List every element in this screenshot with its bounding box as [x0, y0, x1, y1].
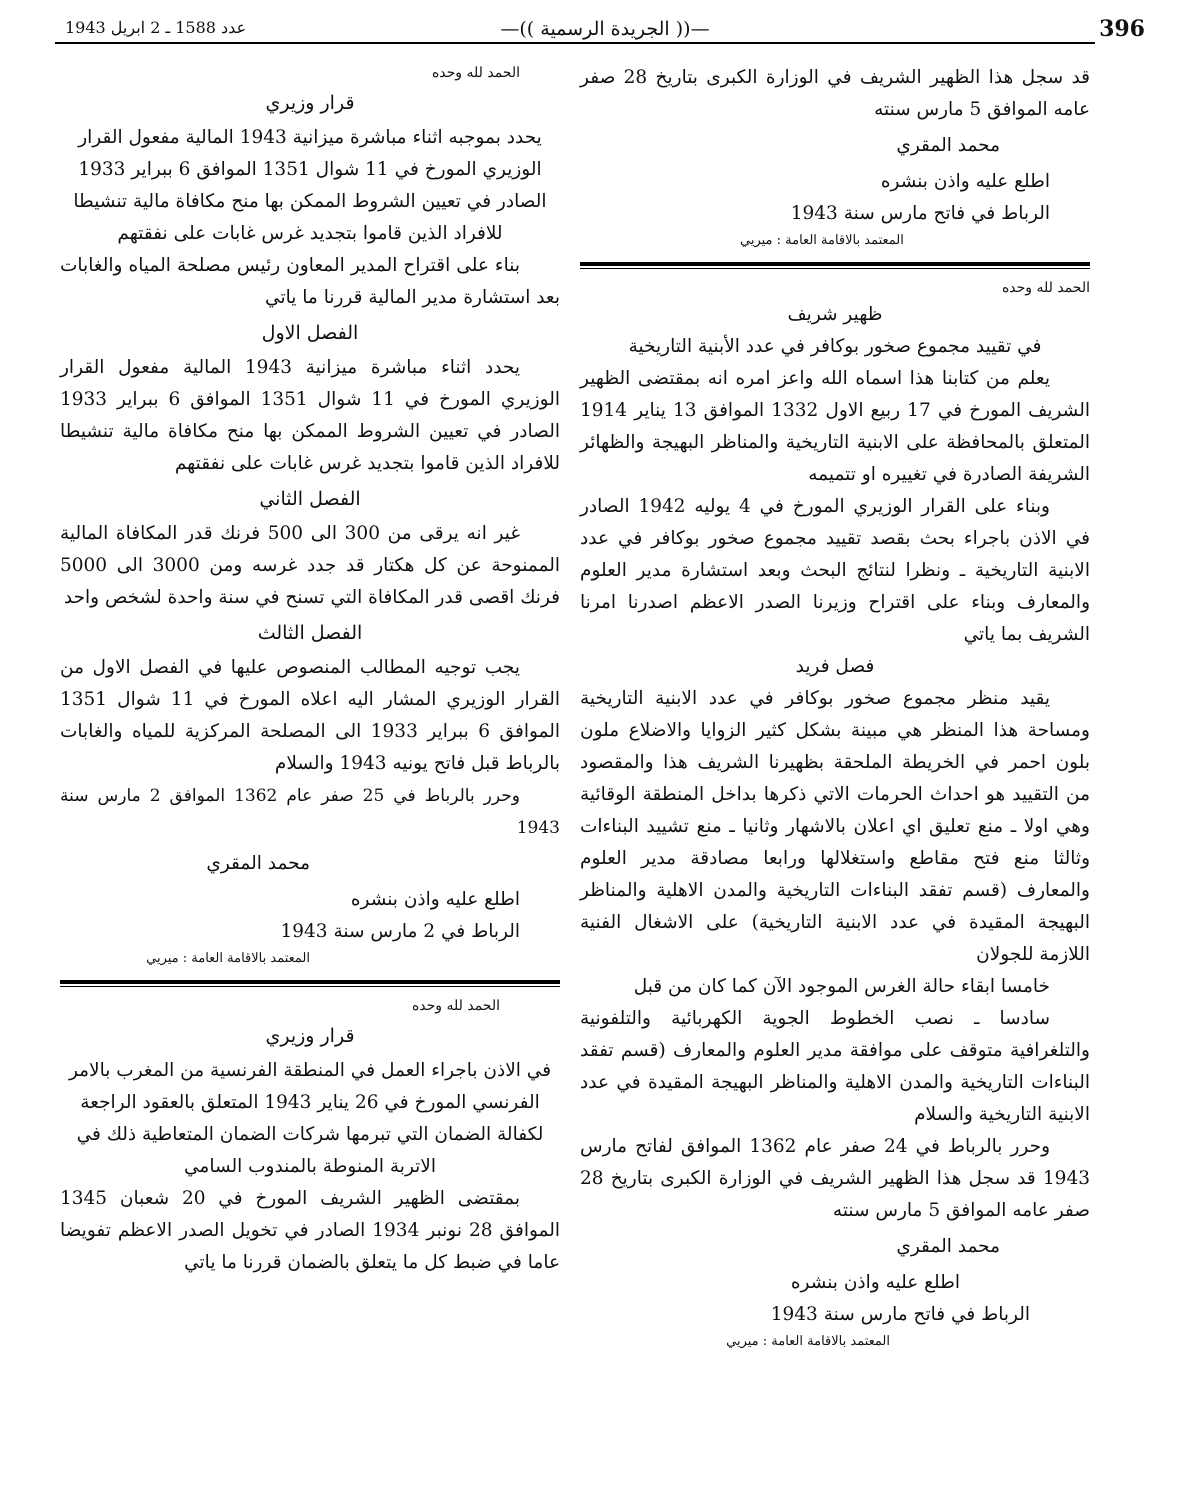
document-subject: في تقييد مجموع صخور بوكافر في عدد الأبنية التاريخية: [628, 336, 1042, 357]
paragraph: وحرر بالرباط في 24 صفر عام 1362 الموافق لفاتح مارس 1943 قد سجل هذا الظهير الشريف في الوزارة الكبرى بتاريخ 28 صفر عامه الموافق 5 مارس سنته: [580, 1136, 1090, 1221]
paragraph: يعلم من كتابنا هذا اسماه الله واعز امره انه بمقتضى الظهير الشريف المورخ في 17 ربيع الاول 1332 الموافق 13 يناير 1914 المتعلق بالمحافظة على الابنية التاريخية والمناظر البهيجة والظهائر الشريفة الصادرة في تغييره او تتميمه: [580, 368, 1090, 485]
signature: محمد المقري: [206, 853, 310, 874]
authorization-date: الرباط في فاتح مارس سنة 1943: [770, 1304, 1030, 1325]
date-line: وحرر بالرباط في 25 صفر عام 1362 الموافق 2 مارس سنة 1943: [60, 786, 560, 838]
authorization-line: اطلع عليه واذن بنشره: [350, 889, 520, 910]
document-subject: يحدد بموجبه اثناء مباشرة ميزانية 1943 المالية مفعول القرار الوزيري المورخ في 11 شوال 1351 الموافق 6 ببراير 1933 الصادر في تعيين الشروط الممكن بها منح مكافاة مالية تنشيطا للافراد الذين قاموا بتجديد غرس غابات على نفقتهم: [73, 127, 547, 244]
paragraph: وبناء على القرار الوزيري المورخ في 4 يوليه 1942 الصادر في الاذن باجراء بحث بقصد تقييد مجموع صخور بوكافر في عدد الابنية التاريخية ـ ونظرا لنتائج البحث وبعد استشارة مدير العلوم والمعارف وبناء على اقتراح وزيرنا الصدر الاعظم اصدرنا امرنا الشريف بما ياتي: [580, 496, 1090, 645]
document-type: قرار وزيري: [265, 1025, 355, 1047]
chapter-heading: الفصل الثاني: [259, 488, 361, 510]
header-rule: [55, 42, 1095, 44]
praise-line: الحمد لله وحده: [431, 65, 520, 81]
authorization-date: الرباط في فاتح مارس سنة 1943: [790, 203, 1050, 224]
right-column: [580, 62, 1090, 1353]
left-column: [60, 62, 560, 1279]
paragraph: يحدد اثناء مباشرة ميزانية 1943 المالية مفعول القرار الوزيري المورخ في 11 شوال 1351 الموافق 6 ببراير 1933 الصادر في تعيين الشروط الممكن بها منح مكافاة مالية تنشيطا للافراد الذين قاموا بتجديد غرس غابات على نفقتهم: [60, 357, 561, 474]
section-heading: فصل فريد: [795, 656, 875, 677]
page-number: 396: [1099, 16, 1145, 42]
paragraph: غير انه يرقى من 300 الى 500 فرنك قدر المكافاة المالية الممنوحة عن كل هكتار قد جدد غرسه ومن 3000 الى 5000 فرنك اقصى قدر المكافاة التي تسنح في سنة واحدة لشخص واحد: [60, 523, 560, 608]
praise-line: الحمد لله وحده: [1001, 280, 1090, 296]
paragraph: يجب توجيه المطالب المنصوص عليها في الفصل الاول من القرار الوزيري المشار اليه اعلاه المورخ في 11 شوال 1351 الموافق 6 ببراير 1933 الى المصلحة المركزية للمياه والغابات بالرباط قبل فاتح يونيه 1943 والسلام: [60, 657, 560, 774]
gazette-title: —(( الجريدة الرسمية ))—: [500, 18, 710, 40]
document-type: ظهير شريف: [787, 304, 883, 325]
paragraph: يقيد منظر مجموع صخور بوكافر في عدد الابنية التاريخية ومساحة هذا المنظر هي مبينة بشكل كثير الزوايا والاضلاع ملون بلون احمر في الخريطة الملحقة بظهيرنا الشريف هذا والمقصود من التقييد هو احداث الحرمات الاتي ذكرها بداخل المنطقة الوقائية وهي اولا ـ منع تعليق اي اعلان بالاشهار وثانيا ـ منع تشييد البناءات وثالثا منع فتح مقاطع واستغلالها ورابعا مصادقة مدير العلوم والمعارف (قسم تفقد البناءات التاريخية والمدن الاهلية والمناظر البهيجة المقيدة في عدد الابنية التاريخية) على الاشغال الفنية اللازمة للجولان: [580, 688, 1090, 965]
section-divider: [580, 262, 1090, 269]
resident-agent: المعتمد بالاقامة العامة : ميريي: [726, 1334, 890, 1349]
praise-line: الحمد لله وحده: [411, 998, 500, 1014]
paragraph: خامسا ابقاء حالة الغرس الموجود الآن كما كان من قبل: [633, 976, 1050, 997]
paragraph: بمقتضى الظهير الشريف المورخ في 20 شعبان 1345 الموافق 28 نونبر 1934 الصادر في تخويل الصدر الاعظم تفويضا عاما في ضبط كل ما يتعلق بالضمان قررنا ما ياتي: [60, 1188, 561, 1273]
paragraph: سادسا ـ نصب الخطوط الجوية الكهربائية والتلفونية والتلغرافية متوقف على موافقة مدير العلوم والمعارف (قسم تفقد البناءات التاريخية والمدن الاهلية والمناظر البهيجة المقيدة في عدد الابنية التاريخية والسلام: [580, 1008, 1090, 1125]
paragraph: بناء على اقتراح المدير المعاون رئيس مصلحة المياه والغابات بعد استشارة مدير المالية قررنا ما ياتي: [60, 255, 560, 308]
chapter-heading: الفصل الاول: [261, 322, 359, 344]
resident-agent: المعتمد بالاقامة العامة : ميريي: [146, 951, 310, 966]
resident-agent: المعتمد بالاقامة العامة : ميريي: [740, 233, 904, 248]
registration-note: قد سجل هذا الظهير الشريف في الوزارة الكبرى بتاريخ 28 صفر عامه الموافق 5 مارس سنته: [580, 67, 1090, 120]
chapter-heading: الفصل الثالث: [257, 622, 363, 644]
authorization-date: الرباط في 2 مارس سنة 1943: [280, 921, 520, 942]
signature: محمد المقري: [896, 135, 1000, 156]
document-type: قرار وزيري: [265, 92, 355, 114]
signature: محمد المقري: [896, 1236, 1000, 1257]
authorization-line: اطلع عليه واذن بنشره: [790, 1272, 960, 1293]
document-subject: في الاذن باجراء العمل في المنطقة الفرنسية من المغرب بالامر الفرنسي المورخ في 26 يناير 1943 المتعلق بالعقود الراجعة لكفالة الضمان التي تبرمها شركات الضمان المتعاطية ذلك في الاتربة المنوطة بالمندوب السامي: [68, 1060, 552, 1177]
issue-info: عدد 1588 ـ 2 ابريل 1943: [65, 18, 247, 37]
section-divider: [60, 980, 560, 987]
authorization-line: اطلع عليه واذن بنشره: [880, 171, 1050, 192]
